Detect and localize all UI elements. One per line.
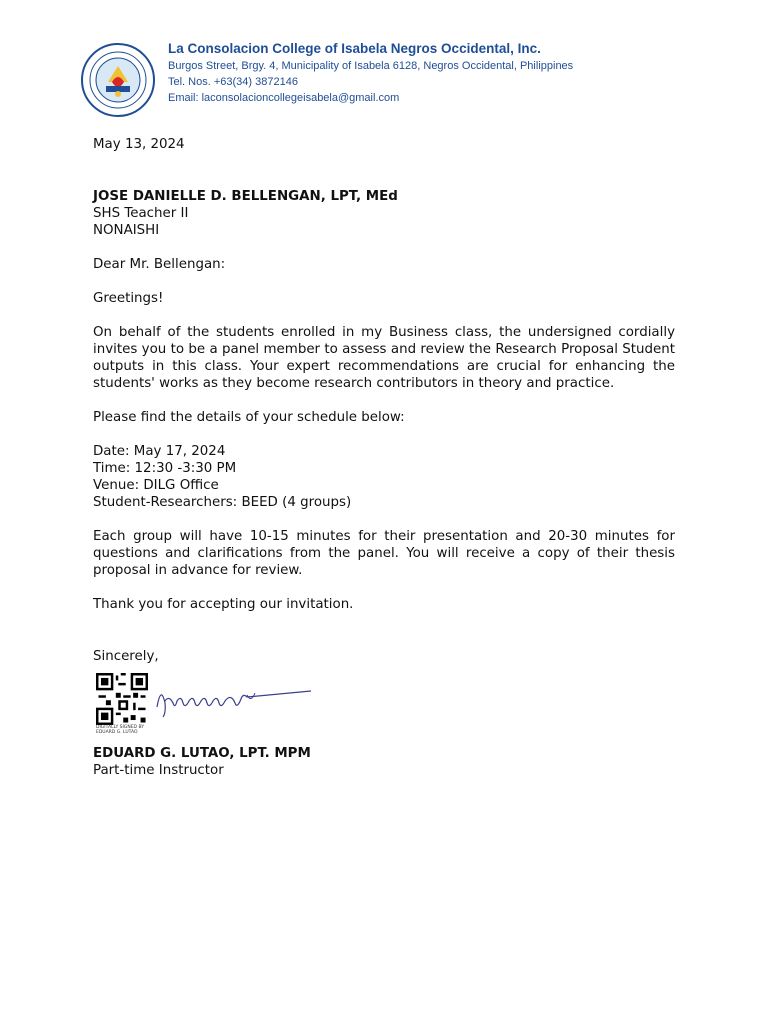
letterhead — [74, 40, 674, 118]
invitation-paragraph: On behalf of the students enrolled in my Business class, the undersigned cordially invites you to be a panel member to assess and review the Research Proposal Student outputs in this class. Your expert recommendations are crucial for enhancing the students' works as they become research contributors in theory and practice. — [93, 325, 675, 391]
institution-email: Email: laconsolacioncollegeisabela@gmail.com — [168, 92, 400, 104]
college-seal-icon — [78, 42, 158, 118]
signatory-title: Part-time Instructor — [93, 763, 224, 778]
signature-caption: DIGITALLY SIGNED BY EDUARD G. LUTAO — [96, 725, 145, 735]
signatory-name: EDUARD G. LUTAO, LPT. MPM — [93, 746, 311, 761]
institution-phone: Tel. Nos. +63(34) 3872146 — [168, 76, 298, 88]
institution-address: Burgos Street, Brgy. 4, Municipality of Isabela 6128, Negros Occidental, Philippines — [168, 60, 574, 72]
schedule-time: Time: 12:30 -3:30 PM — [93, 461, 237, 476]
schedule-intro: Please find the details of your schedule below: — [93, 410, 405, 425]
digital-signature — [93, 673, 313, 745]
greeting: Greetings! — [93, 291, 164, 306]
closing: Sincerely, — [93, 649, 159, 664]
letter-date: May 13, 2024 — [93, 137, 185, 152]
salutation: Dear Mr. Bellengan: — [93, 257, 226, 272]
presentation-paragraph: Each group will have 10-15 minutes for their presentation and 20-30 minutes for questions and clarifications from the panel. You will receive a copy of their thesis proposal in advance for review. — [93, 529, 675, 578]
letter-body — [93, 136, 675, 779]
schedule-venue: Venue: DILG Office — [93, 478, 219, 493]
recipient-name: JOSE DANIELLE D. BELLENGAN, LPT, MEd — [93, 189, 398, 204]
qr-code-icon — [96, 673, 148, 725]
schedule-date: Date: May 17, 2024 — [93, 444, 226, 459]
institution-name: La Consolacion College of Isabela Negros Occidental, Inc. — [168, 41, 541, 56]
recipient-school: NONAISHI — [93, 223, 160, 238]
thanks-line: Thank you for accepting our invitation. — [93, 597, 354, 612]
recipient-position: SHS Teacher II — [93, 206, 189, 221]
handwritten-signature — [151, 673, 311, 733]
schedule-researchers: Student-Researchers: BEED (4 groups) — [93, 495, 352, 510]
